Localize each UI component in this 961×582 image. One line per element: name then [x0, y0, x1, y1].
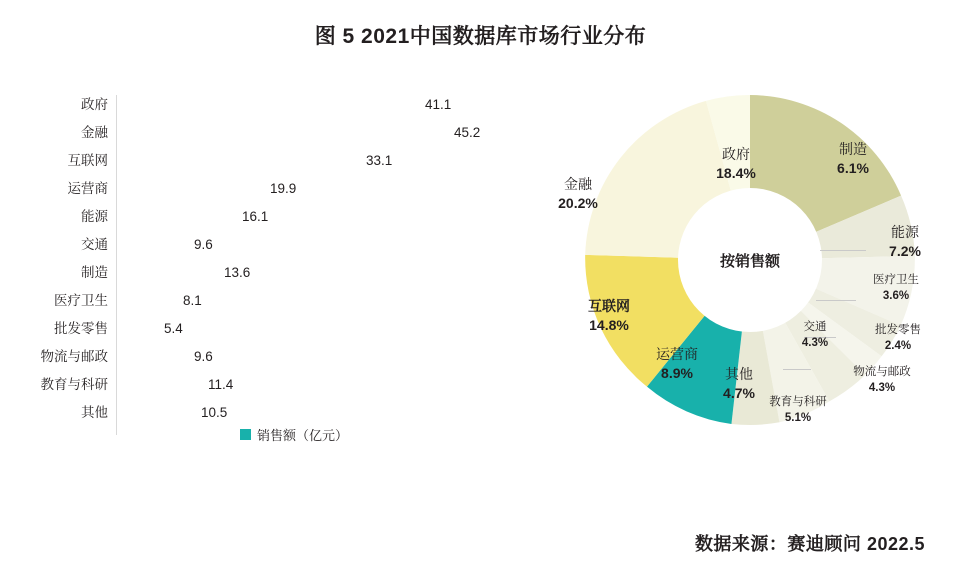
bar-category-label: 政府 — [81, 97, 108, 112]
bar-value-label: 19.9 — [270, 181, 297, 196]
donut-center-label: 按销售额 — [719, 252, 780, 270]
donut-label-internet: 互联网 14.8% — [588, 298, 630, 333]
bar-row — [30, 403, 500, 423]
bar-row — [30, 207, 500, 227]
bar-row — [30, 179, 500, 199]
donut-label-telecom-operator: 运营商 8.9% — [656, 346, 698, 381]
bar-category-label: 运营商 — [67, 181, 108, 196]
bar-category-label: 批发零售 — [54, 321, 108, 336]
donut-label-education-research: 教育与科研 5.1% — [769, 396, 827, 424]
bar-chart-legend — [240, 425, 348, 444]
bar-category-label: 制造 — [81, 265, 108, 280]
leader-line — [816, 300, 856, 301]
donut-chart — [520, 75, 961, 505]
leader-line — [820, 250, 866, 251]
bar-category-label: 交通 — [81, 237, 108, 252]
donut-label-finance: 金融 20.2% — [558, 176, 598, 211]
page-title: 图 5 2021中国数据库市场行业分布 — [314, 25, 647, 48]
bar-row — [30, 347, 500, 367]
bar-row — [30, 95, 500, 115]
donut-label-wholesale-retail: 批发零售 2.4% — [875, 324, 921, 352]
bar-chart — [30, 95, 500, 435]
donut-label-government: 政府 18.4% — [716, 146, 756, 181]
bar-category-label: 教育与科研 — [40, 377, 108, 392]
source-note: 数据来源：赛迪顾问 2022.5 — [694, 534, 925, 554]
bar-value-label: 45.2 — [454, 125, 481, 140]
donut-label-energy: 能源 7.2% — [889, 224, 921, 259]
bar-row — [30, 375, 500, 395]
donut-hole — [678, 188, 822, 332]
bar-value-label: 10.5 — [201, 405, 228, 420]
donut-label-manufacturing: 制造 6.1% — [837, 141, 869, 176]
legend-label: 销售额（亿元） — [257, 428, 349, 443]
bar-row — [30, 151, 500, 171]
donut-label-transport: 交通 4.3% — [801, 321, 829, 349]
bar-value-label: 11.4 — [208, 377, 234, 392]
bar-value-label: 13.6 — [224, 265, 251, 280]
bar-value-label: 8.1 — [183, 293, 202, 308]
donut-label-healthcare: 医疗卫生 3.6% — [873, 274, 919, 302]
bar-row — [30, 319, 500, 339]
bar-row — [30, 263, 500, 283]
leader-line — [783, 369, 811, 370]
bar-category-label: 其他 — [81, 405, 108, 420]
donut-label-logistics-post: 物流与邮政 4.3% — [853, 366, 911, 394]
bar-value-label: 41.1 — [425, 97, 452, 112]
bar-row — [30, 291, 500, 311]
donut-label-other: 其他 4.7% — [723, 366, 755, 401]
bar-value-label: 9.6 — [194, 237, 213, 252]
bar-category-label: 金融 — [81, 125, 108, 140]
bar-value-label: 33.1 — [366, 153, 393, 168]
bar-category-label: 医疗卫生 — [54, 293, 108, 308]
bar-category-label: 互联网 — [67, 153, 108, 168]
bar-value-label: 5.4 — [164, 321, 183, 336]
bar-row — [30, 235, 500, 255]
bar-category-label: 物流与邮政 — [40, 349, 108, 364]
bar-value-label: 16.1 — [242, 209, 269, 224]
bar-row — [30, 123, 500, 143]
legend-swatch-icon — [240, 429, 251, 440]
bar-category-label: 能源 — [81, 209, 108, 224]
bar-value-label: 9.6 — [194, 349, 213, 364]
